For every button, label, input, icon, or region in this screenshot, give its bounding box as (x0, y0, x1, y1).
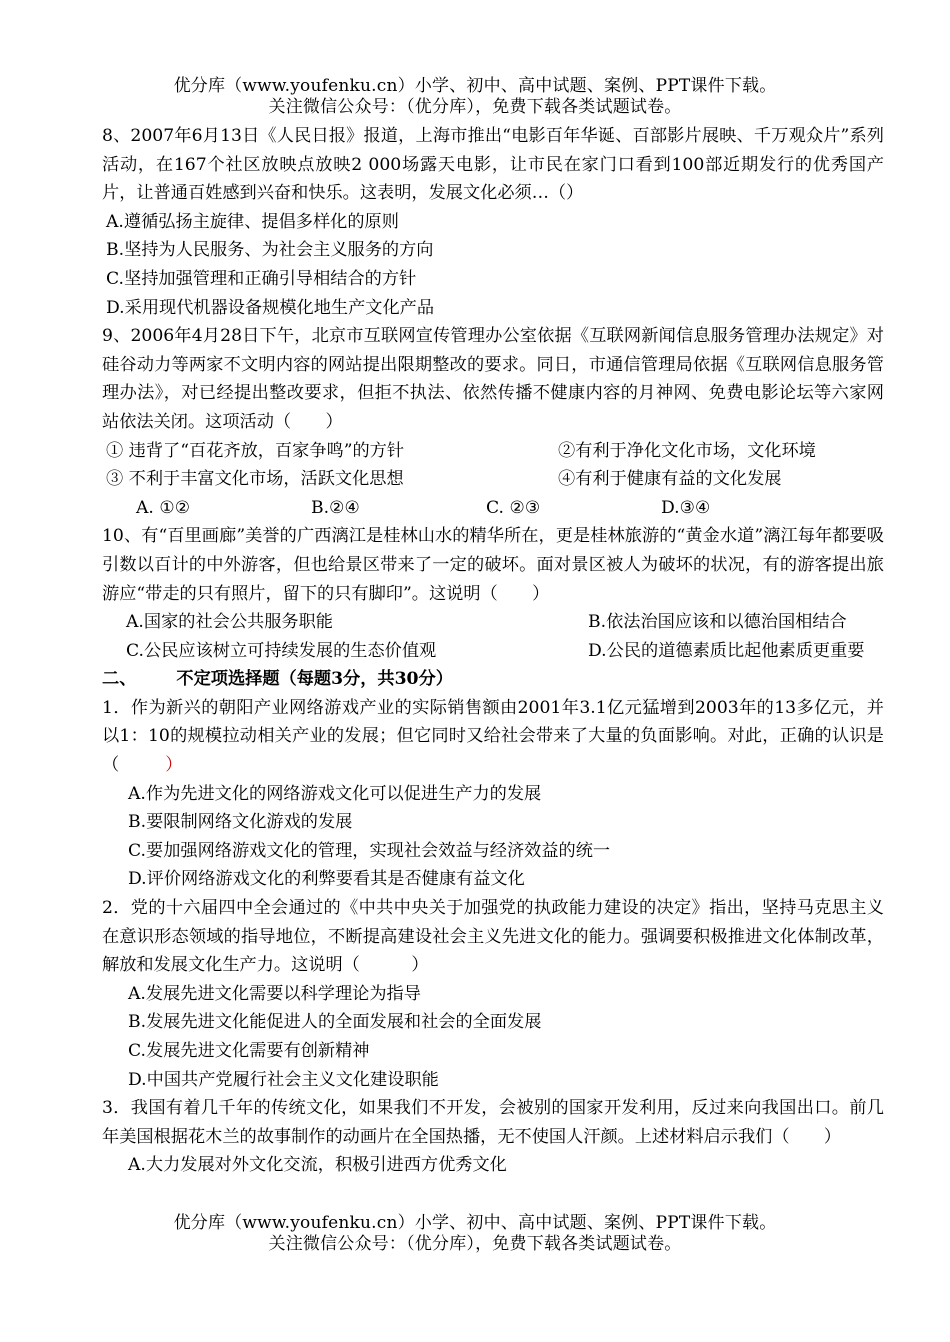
multi-question-2-stem: 2．党的十六届四中全会通过的《中共中央关于加强党的执政能力建设的决定》指出，坚持马克思主义在意识形态领域的指导地位，不断提高建设社会主义先进文化的能力。强调要积极推进文化体制改革，解放和发展文化生产力。这说明（ ） (102, 898, 884, 976)
question-10-options-row-1 (102, 608, 884, 637)
question-10 (102, 522, 884, 665)
question-8 (102, 122, 884, 322)
multi-question-1-option-a: A.作为先进文化的网络游戏文化可以促进生产力的发展 (128, 783, 542, 804)
question-8-option-b: B.坚持为人民服务、为社会主义服务的方向 (106, 240, 434, 261)
question-10-option-a: A.国家的社会公共服务职能 (126, 612, 333, 633)
multi-question-1-option-b: B.要限制网络文化游戏的发展 (128, 812, 353, 833)
section-2-title: 不定项选择题（每题3分，共30分） (176, 669, 453, 690)
page-header (0, 76, 950, 118)
multi-question-1-option-c: C.要加强网络游戏文化的管理，实现社会效益与经济效益的统一 (128, 840, 611, 861)
question-8-option-c: C.坚持加强管理和正确引导相结合的方针 (106, 268, 417, 289)
question-9-statements-row-1 (102, 437, 884, 466)
page-footer (0, 1213, 950, 1255)
question-10-option-d: D.公民的道德素质比起他素质更重要 (588, 640, 865, 661)
question-9-option-a: A. ①② (136, 497, 191, 518)
multi-question-1-option-d: D.评价网络游戏文化的利弊要看其是否健康有益文化 (128, 869, 525, 890)
header-line-2: 关注微信公众号：（优分库），免费下载各类试题试卷。 (268, 97, 682, 117)
question-9-statements-row-2 (102, 465, 884, 494)
multi-question-1-paren-close: ） (165, 755, 183, 776)
question-9-statement-2: ②有利于净化文化市场，文化环境 (558, 440, 816, 461)
multi-question-2 (102, 894, 884, 1094)
multi-question-3 (102, 1094, 884, 1180)
multi-question-3-stem: 3．我国有着几千年的传统文化，如果我们不开发，会被别的国家开发利用，反过来向我国出口。前几年美国根据花木兰的故事制作的动画片在全国热播，无不使国人汗颜。上述材料启示我们（ ） (102, 1098, 884, 1147)
header-line-1: 优分库（www.youfenku.cn）小学、初中、高中试题、案例、PPT课件下载。 (173, 76, 777, 96)
multi-question-2-option-c: C.发展先进文化需要有创新精神 (128, 1041, 370, 1061)
question-9-statement-1: ① 违背了“百花齐放，百家争鸣”的方针 (106, 440, 405, 461)
question-10-options-row-2 (102, 637, 884, 666)
question-content (102, 122, 884, 1180)
question-9-option-b: B.②④ (311, 497, 360, 518)
multi-question-3-option-a: A.大力发展对外文化交流，积极引进西方优秀文化 (128, 1155, 507, 1176)
question-9-statement-4: ④有利于健康有益的文化发展 (558, 469, 782, 490)
question-9-stem: 9、2006年4月28日下午，北京市互联网宣传管理办公室依据《互联网新闻信息服务管理办法规定》对硅谷动力等两家不文明内容的网站提出限期整改的要求。同日，市通信管理局依据《互联网信息服务管理办法》，对已经提出整改要求，但拒不执法、依然传播不健康内容的月神网、免费电影论坛等六家网站依法关闭。这项活动（ ） (102, 326, 884, 432)
multi-question-1-text: 1．作为新兴的朝阳产业网络游戏产业的实际销售额由2001年3.1亿元猛增到2003年的13多亿元，并以1：10的规模拉动相关产业的发展；但它同时又给社会带来了大量的负面影响。对此，正确的认识是（ (102, 697, 884, 776)
question-9-options (102, 494, 884, 523)
question-9 (102, 322, 884, 522)
multi-question-2-option-b: B.发展先进文化能促进人的全面发展和社会的全面发展 (128, 1012, 542, 1033)
question-9-statement-3: ③ 不利于丰富文化市场，活跃文化思想 (106, 469, 404, 490)
question-9-option-c: C. ②③ (486, 497, 541, 518)
question-8-option-d: D.采用现代机器设备规模化地生产文化产品 (106, 297, 435, 318)
question-8-option-a: A.遵循弘扬主旋律、提倡多样化的原则 (106, 211, 399, 232)
section-2-heading (102, 665, 884, 694)
question-10-option-c: C.公民应该树立可持续发展的生态价值观 (126, 640, 437, 661)
question-10-option-b: B.依法治国应该和以德治国相结合 (588, 612, 847, 633)
question-8-stem: 8、2007年6月13日《人民日报》报道，上海市推出“电影百年华诞、百部影片展映、千万观众片”系列活动，在167个社区放映点放映2 000场露天电影，让市民在家门口看到100部近期发行的优秀国产片，让普通百姓感到兴奋和快乐。这表明，发展文化必须…（） (102, 126, 884, 204)
question-9-option-d: D.③④ (661, 497, 711, 518)
multi-question-2-option-d: D.中国共产党履行社会主义文化建设职能 (128, 1069, 439, 1090)
multi-question-1-stem (102, 694, 884, 780)
multi-question-2-option-a: A.发展先进文化需要以科学理论为指导 (128, 983, 421, 1004)
footer-line-2: 关注微信公众号：（优分库），免费下载各类试题试卷。 (268, 1234, 682, 1254)
multi-question-1 (102, 694, 884, 894)
footer-line-1: 优分库（www.youfenku.cn）小学、初中、高中试题、案例、PPT课件下载。 (173, 1213, 777, 1233)
section-2-number: 二、 (102, 669, 137, 690)
question-10-stem: 10、有“百里画廊”美誉的广西漓江是桂林山水的精华所在，更是桂林旅游的“黄金水道”漓江每年都要吸引数以百计的中外游客，但也给景区带来了一定的破坏。面对景区被人为破坏的状况，有的游客提出旅游应“带走的只有照片，留下的只有脚印”。这说明（ ） (102, 526, 884, 604)
